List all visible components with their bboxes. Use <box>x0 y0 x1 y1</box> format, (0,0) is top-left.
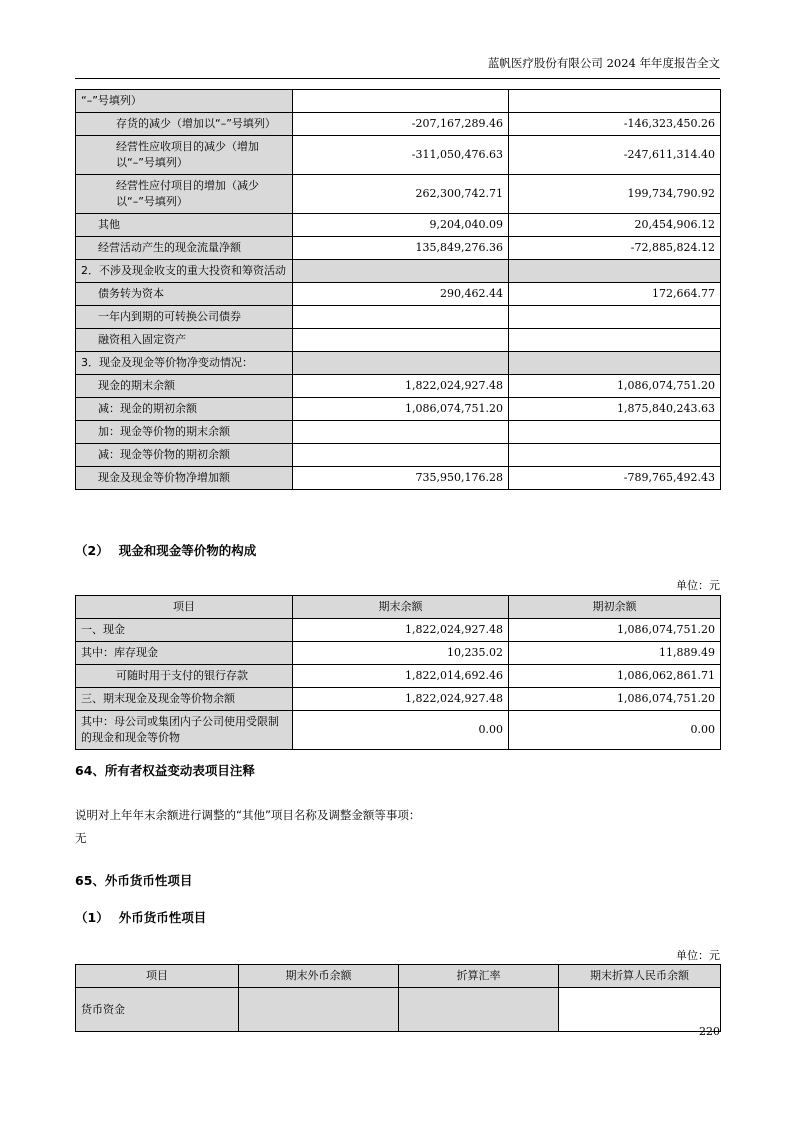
row-value-current: 135,849,276.36 <box>293 237 509 260</box>
table-row <box>76 136 721 175</box>
row-value-current <box>293 260 509 283</box>
row-value-current: 1,822,024,927.48 <box>293 375 509 398</box>
row-value-prior: -789,765,492.43 <box>509 467 721 490</box>
row-label: 可随时用于支付的银行存款 <box>76 665 293 688</box>
cash-composition-table-wrapper <box>75 595 721 750</box>
unit-label-cash-composition: 单位：元 <box>676 579 720 592</box>
row-value-prior: 1,875,840,243.63 <box>509 398 721 421</box>
row-value-current: 9,204,040.09 <box>293 214 509 237</box>
row-value-prior <box>509 421 721 444</box>
column-header-ending-foreign-balance: 期末外币余额 <box>239 965 399 988</box>
row-label: 加：现金等价物的期末余额 <box>76 421 293 444</box>
row-value-prior <box>509 260 721 283</box>
table-header-row <box>76 596 721 619</box>
row-value-current <box>293 352 509 375</box>
section-heading-64: 64、所有者权益变动表项目注释 <box>75 763 255 778</box>
section-64-paragraph: 说明对上年年末余额进行调整的“其他”项目名称及调整金额等事项： <box>75 808 421 822</box>
row-label: 经营活动产生的现金流量净额 <box>76 237 293 260</box>
row-value-current: 290,462.44 <box>293 283 509 306</box>
table-row <box>76 665 721 688</box>
table-row <box>76 214 721 237</box>
row-label: 减：现金的期初余额 <box>76 398 293 421</box>
row-label: 货币资金 <box>76 988 239 1032</box>
row-value-current <box>293 444 509 467</box>
foreign-currency-table <box>75 964 721 1032</box>
row-label: 其中：库存现金 <box>76 642 293 665</box>
row-value-ending: 1,822,024,927.48 <box>293 688 509 711</box>
row-value-prior <box>509 329 721 352</box>
row-value-prior: -72,885,824.12 <box>509 237 721 260</box>
row-value-beginning: 1,086,074,751.20 <box>509 619 721 642</box>
row-label: 3．现金及现金等价物净变动情况： <box>76 352 293 375</box>
row-label: 经营性应收项目的减少（增加以“–”号填列） <box>76 136 293 175</box>
row-label: 三、期末现金及现金等价物余额 <box>76 688 293 711</box>
table-row <box>76 688 721 711</box>
row-label: 一、现金 <box>76 619 293 642</box>
table-row <box>76 398 721 421</box>
cashflow-supplement-table-wrapper <box>75 89 721 490</box>
cash-composition-table-body <box>76 619 721 750</box>
subsection-number: （2） <box>75 543 109 558</box>
row-value-beginning: 1,086,074,751.20 <box>509 688 721 711</box>
cashflow-supplement-table-body <box>76 90 721 490</box>
column-header-ending-balance: 期末余额 <box>293 596 509 619</box>
column-header-item: 项目 <box>76 596 293 619</box>
table-row-section <box>76 352 721 375</box>
row-value-prior <box>509 352 721 375</box>
row-value-current <box>293 329 509 352</box>
column-header-item: 项目 <box>76 965 239 988</box>
row-label: 2．不涉及现金收支的重大投资和筹资活动 <box>76 260 293 283</box>
row-value-ending: 1,822,024,927.48 <box>293 619 509 642</box>
row-value-prior: -146,323,450.26 <box>509 113 721 136</box>
row-value-current: 735,950,176.28 <box>293 467 509 490</box>
table-row <box>76 642 721 665</box>
table-row <box>76 467 721 490</box>
row-value-prior <box>509 90 721 113</box>
column-header-beginning-balance: 期初余额 <box>509 596 721 619</box>
row-value-beginning: 0.00 <box>509 711 721 750</box>
row-value-prior: 172,664.77 <box>509 283 721 306</box>
table-row <box>76 283 721 306</box>
column-header-exchange-rate: 折算汇率 <box>399 965 559 988</box>
foreign-currency-table-wrapper <box>75 964 721 1032</box>
table-row <box>76 90 721 113</box>
cashflow-supplement-table <box>75 89 721 490</box>
subsection-heading-cash-composition <box>75 541 256 559</box>
row-value-current <box>293 421 509 444</box>
row-value-beginning: 1,086,062,861.71 <box>509 665 721 688</box>
table-row <box>76 619 721 642</box>
section-64-value: 无 <box>75 831 87 845</box>
section-heading-65: 65、外币货币性项目 <box>75 873 193 888</box>
row-value-ending: 10,235.02 <box>293 642 509 665</box>
table-row <box>76 113 721 136</box>
subsection-title: 现金和现金等价物的构成 <box>118 543 257 558</box>
row-label: 存货的减少（增加以“–”号填列） <box>76 113 293 136</box>
table-row <box>76 237 721 260</box>
row-value-current: -311,050,476.63 <box>293 136 509 175</box>
row-label: 现金及现金等价物净增加额 <box>76 467 293 490</box>
row-label: 现金的期末余额 <box>76 375 293 398</box>
foreign-currency-table-head <box>76 965 721 988</box>
row-label: 融资租入固定资产 <box>76 329 293 352</box>
row-value-current <box>293 90 509 113</box>
subsection-title: 外币货币性项目 <box>118 910 207 925</box>
row-label: 其他 <box>76 214 293 237</box>
row-value-prior: 20,454,906.12 <box>509 214 721 237</box>
row-value-prior: 1,086,074,751.20 <box>509 375 721 398</box>
row-label: “–”号填列） <box>76 90 293 113</box>
subsection-heading-foreign-currency <box>75 908 206 926</box>
row-label: 一年内到期的可转换公司债券 <box>76 306 293 329</box>
running-header: 蓝帆医疗股份有限公司 2024 年年度报告全文 <box>487 56 720 70</box>
row-label: 减：现金等价物的期初余额 <box>76 444 293 467</box>
row-value-current: 1,086,074,751.20 <box>293 398 509 421</box>
row-value-beginning: 11,889.49 <box>509 642 721 665</box>
table-row <box>76 421 721 444</box>
row-value-current: 262,300,742.71 <box>293 175 509 214</box>
table-row-section <box>76 260 721 283</box>
row-value-prior <box>509 306 721 329</box>
header-rule <box>75 78 720 79</box>
subsection-number: （1） <box>75 910 109 925</box>
row-value-prior: 199,734,790.92 <box>509 175 721 214</box>
table-row <box>76 306 721 329</box>
cash-composition-table-head <box>76 596 721 619</box>
table-row <box>76 711 721 750</box>
table-row <box>76 444 721 467</box>
page-number: 220 <box>699 1025 720 1038</box>
row-value-prior <box>509 444 721 467</box>
table-header-row <box>76 965 721 988</box>
cash-composition-table <box>75 595 721 750</box>
row-label: 其中：母公司或集团内子公司使用受限制的现金和现金等价物 <box>76 711 293 750</box>
row-value-ending: 0.00 <box>293 711 509 750</box>
row-label: 经营性应付项目的增加（减少以“–”号填列） <box>76 175 293 214</box>
table-row <box>76 375 721 398</box>
row-value-ending: 1,822,014,692.46 <box>293 665 509 688</box>
table-row <box>76 329 721 352</box>
row-label: 债务转为资本 <box>76 283 293 306</box>
row-value-prior: -247,611,314.40 <box>509 136 721 175</box>
table-row <box>76 175 721 214</box>
unit-label-foreign-currency: 单位：元 <box>676 949 720 962</box>
row-value-current <box>293 306 509 329</box>
column-header-ending-rmb-balance: 期末折算人民币余额 <box>559 965 721 988</box>
row-value-current: -207,167,289.46 <box>293 113 509 136</box>
